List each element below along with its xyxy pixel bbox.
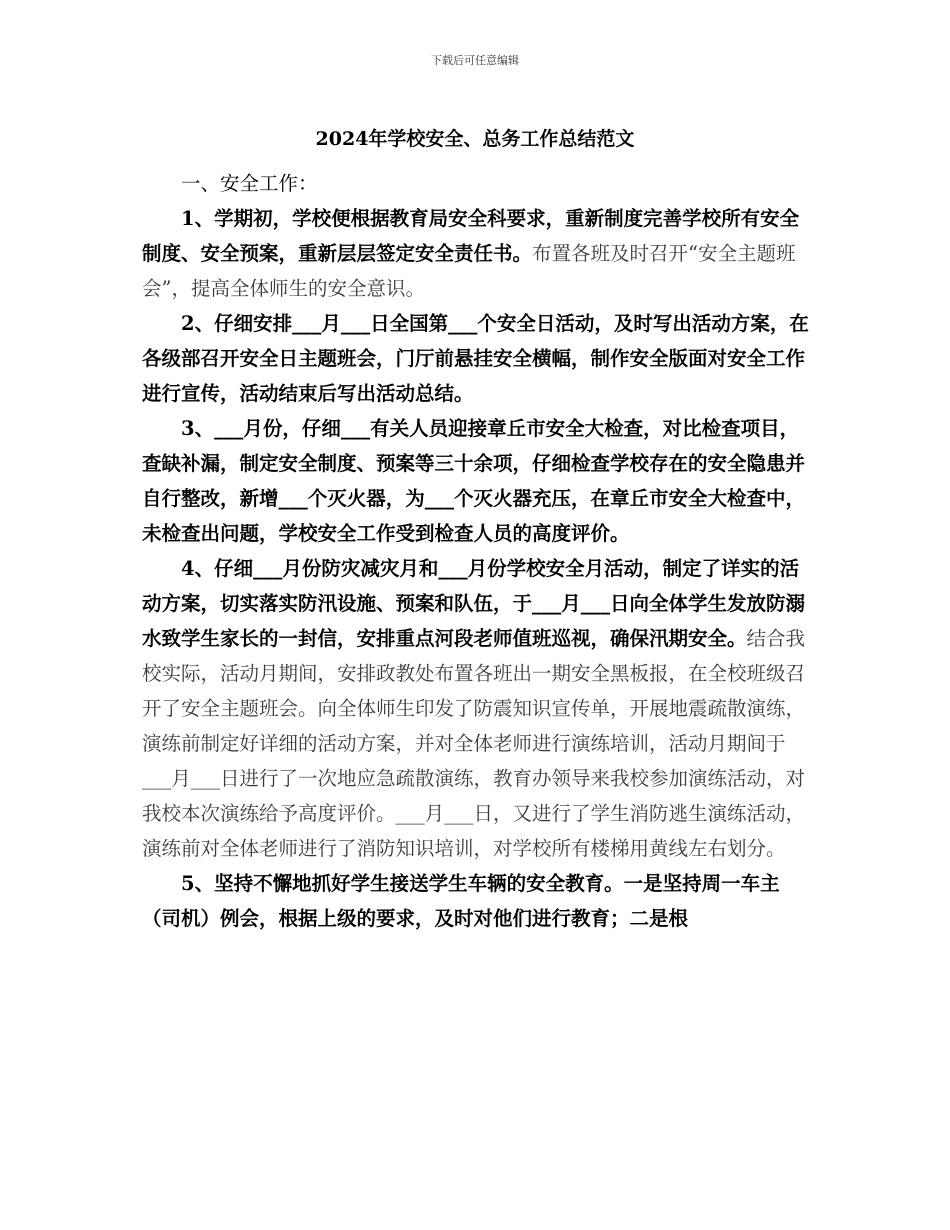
paragraph-5 — [142, 866, 810, 936]
paragraph-4-normal: 结合我校实际，活动月期间，安排政教处布置各班出一期安全黑板报，在全校班级召开了安全主题班会。向全体师生印发了防震知识宣传单，开展地震疏散演练，演练前制定好详细的活动方案，并对全体老师进行演练培训，活动月期间于___月___日进行了一次地应急疏散演练，教育办领导来我校参加演练活动，对我校本次演练给予高度评价。___月___日，又进行了学生消防逃生演练活动，演练前对全体老师进行了消防知识培训，对学校所有楼梯用黄线左右划分。 — [142, 627, 806, 860]
section-heading-safety: 一、安全工作： — [181, 172, 318, 195]
paragraph-1 — [142, 201, 810, 306]
paragraph-2-bold: 2、仔细安排___月___日全国第___个安全日活动，及时写出活动方案，在各级部召开安全日主题班会，门厅前悬挂安全横幅，制作安全版面对安全工作进行宣传，活动结束后写出活动总结。 — [142, 312, 809, 405]
paragraph-3 — [142, 411, 810, 551]
paragraph-1-bold: 1、学期初，学校便根据教育局安全科要求，重新制度完善学校所有安全制度、安全预案，重新层层签定安全责任书。 — [142, 207, 800, 265]
paragraph-5-bold: 5、坚持不懈地抓好学生接送学生车辆的安全教育。一是坚持周一车主（司机）例会，根据上级的要求，及时对他们进行教育；二是根 — [142, 872, 780, 930]
paragraph-4 — [142, 551, 810, 866]
paragraph-3-bold: 3、___月份，仔细___有关人员迎接章丘市安全大检查，对比检查项目，查缺补漏，制定安全制度、预案等三十余项，仔细检查学校存在的安全隐患并自行整改，新增___个灭火器，为___个灭火器充压，在章丘市安全大检查中，未检查出问题，学校安全工作受到检查人员的高度评价。 — [142, 417, 806, 545]
document-title: 2024年学校安全、总务工作总结范文 — [315, 128, 635, 150]
paragraph-4-bold: 4、仔细___月份防灾减灾月和___月份学校安全月活动，制定了详实的活动方案，切实落实防汛设施、预案和队伍，于___月___日向全体学生发放防溺水致学生家长的一封信，安排重点河段老师值班巡视，确保汛期安全。 — [142, 557, 806, 650]
page-header: 下载后可任意编辑 — [431, 54, 519, 67]
paragraph-1-normal: 布置各班及时召开“安全主题班会”，提高全体师生的安全意识。 — [142, 242, 796, 300]
document-body — [142, 166, 810, 936]
paragraph-2 — [142, 306, 810, 411]
